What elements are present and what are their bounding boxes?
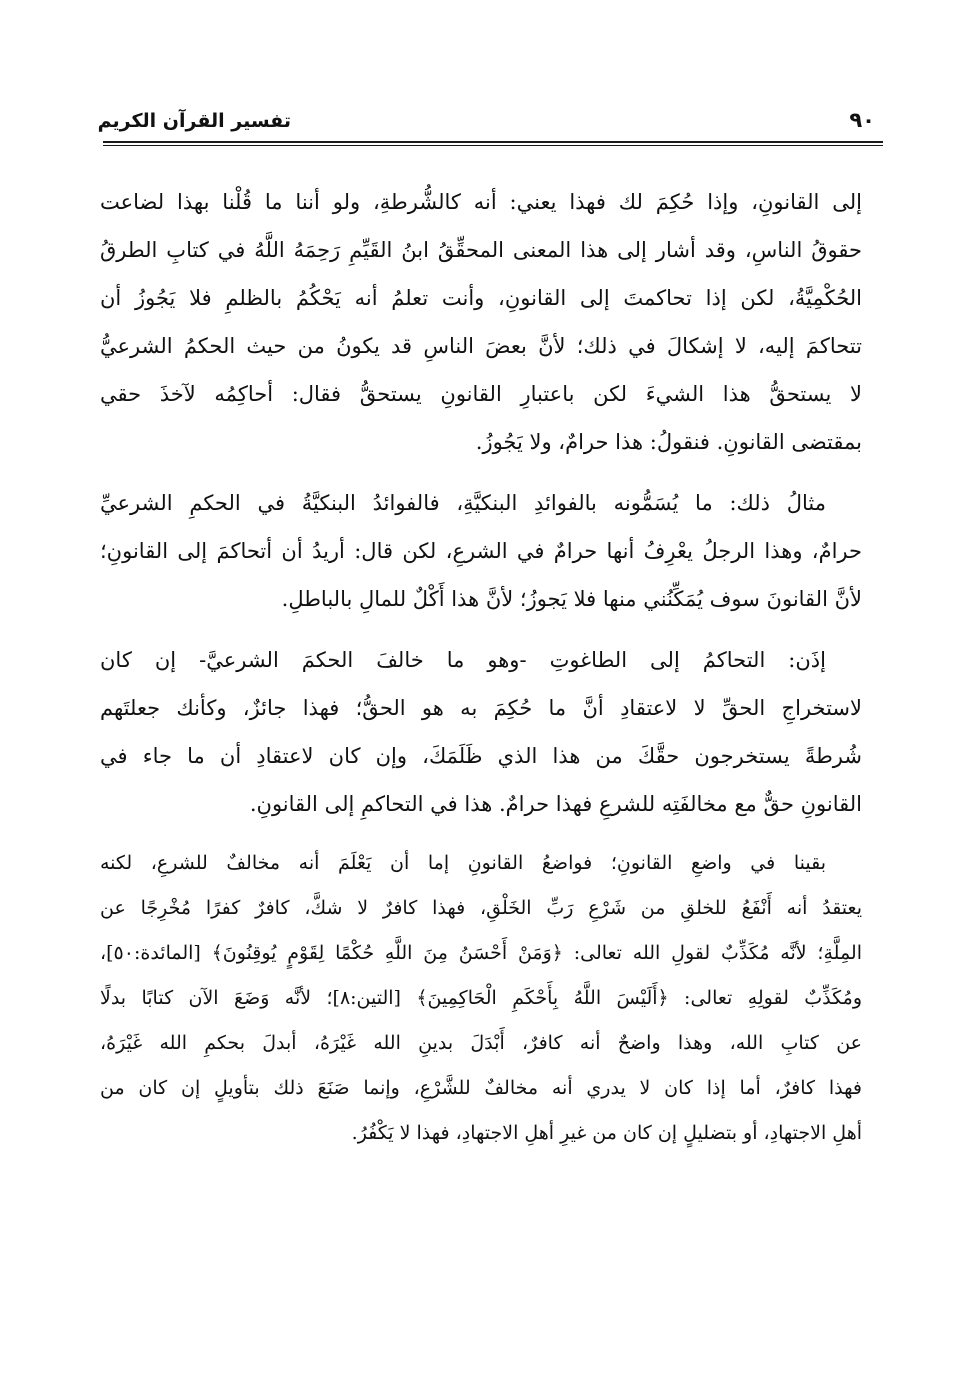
text-line: إذَن: التحاكمُ إلى الطاغوتِ -وهو ما خالفَ الحكمَ الشرعيَّ- إن كان [100,648,826,672]
paragraph [100,178,862,466]
text-line: أهلِ الاجتهادِ، أو بتضليلٍ إن كان من غيرِ أهلِ الاجتهادِ، فهذا لا يَكْفُرُ. [351,1122,862,1144]
text-line: ومُكَذِّبٌ لقولِهِ تعالى: ﴿أَلَيْسَ اللَّهُ بِأَحْكَمِ الْحَاكِمِينَ﴾ [التين:٨]؛ لأنَّه وَضَعَ الآن كتابًا بدلًا [100,987,862,1009]
text-line: تتحاكمَ إليه، لا إشكالَ في ذلك؛ لأنَّ بعضَ الناسِ قد يكونُ من حيث الحكمُ الشرعيُّ [100,334,862,358]
running-title: تفسير القرآن الكريم [97,110,291,132]
paragraph [100,841,862,1156]
paragraph [100,479,862,623]
page-header [97,104,883,144]
text-line: بمقتضى القانونِ. فنقولُ: هذا حرامٌ، ولا يَجُوزُ. [475,430,862,454]
text-line: حقوقُ الناسِ، وقد أشار إلى هذا المعنى المحقِّقُ ابنُ القَيِّمِ رَحِمَهُ اللَّهُ في كتابِ الطرقُ [100,238,862,262]
text-line: فهذا كافرٌ، أما إذا كان لا يدري أنه مخالفٌ للشَّرْعِ، وإنما صَنَعَ ذلك بتأويلٍ إن كان من [100,1077,862,1099]
text-line: إلى القانونِ، وإذا حُكِمَ لك فهذا يعني: أنه كالشُّرطةِ، ولو أننا ما قُلْنا بهذا لضاعت [100,190,862,214]
text-line: بقينا في واضعِ القانونِ؛ فواضعُ القانونِ إما أن يَعْلَمَ أنه مخالفٌ للشرعِ، لكنه [100,852,826,874]
text-line: حرامٌ، وهذا الرجلُ يعْرِفُ أنها حرامٌ في الشرعِ، لكن قال: أريدُ أن أتحاكمَ إلى القانونِ؛ [100,539,862,563]
text-line: القانونِ حقٌّ مع مخالفَتِه للشرعِ فهذا حرامٌ. هذا في التحاكمِ إلى القانونِ. [249,792,862,816]
text-line: يعتقدُ أنه أَنْفَعُ للخلقِ من شَرْعِ رَبِّ الخَلْقِ، فهذا كافرٌ لا شكَّ، كافرٌ كفرًا مُخْرِجًا عن [100,897,862,919]
text-line: لا يستحقُّ هذا الشيءَ لكن باعتبارِ القانونِ يستحقُّ فقال: أحاكِمُه لآخذَ حقي [100,382,862,406]
text-line: لأنَّ القانونَ سوف يُمَكِّنُني منها فلا يَجوزُ؛ لأنَّ هذا أَكْلٌ للمالِ بالباطلِ. [281,587,862,611]
text-line: المِلَّةِ؛ لأنَّه مُكَذِّبٌ لقولِ الله تعالى: ﴿وَمَنْ أَحْسَنُ مِنَ اللَّهِ حُكْمًا لِقَوْمٍ يُوقِنُونَ﴾ [المائدة:٥٠]، [100,942,862,964]
header-rule [103,141,883,143]
paragraph [100,636,862,828]
page-number: ٩٠ [849,108,875,132]
text-line: الحُكْمِيَّةُ، لكن إذا تحاكمتَ إلى القانونِ، وأنت تعلمُ أنه يَحْكُمُ بالظلمِ فلا يَجُوزُ أن [100,286,862,310]
text-line: شُرطةً يستخرجون حقَّكَ من هذا الذي ظَلَمَكَ، وإن كان لاعتقادِ أن ما جاء في [100,744,862,768]
body-text [100,178,862,1169]
text-line: مثالُ ذلك: ما يُسَمُّونه بالفوائدِ البنكيَّةِ، فالفوائدُ البنكيَّةُ في الحكمِ الشرعيِّ [100,491,826,515]
text-line: عن كتابِ الله، وهذا واضحٌ أنه كافرٌ، أَبْدَلَ بدينِ الله غَيْرَهُ، أبدلَ بحكمِ الله غَيْرَهُ، [100,1032,862,1054]
header-rule-thin [103,145,883,146]
text-line: لاستخراجِ الحقِّ لا لاعتقادِ أنَّ ما حُكِمَ به هو الحقُّ؛ فهذا جائزٌ، وكأنك جعلتَهم [100,696,862,720]
